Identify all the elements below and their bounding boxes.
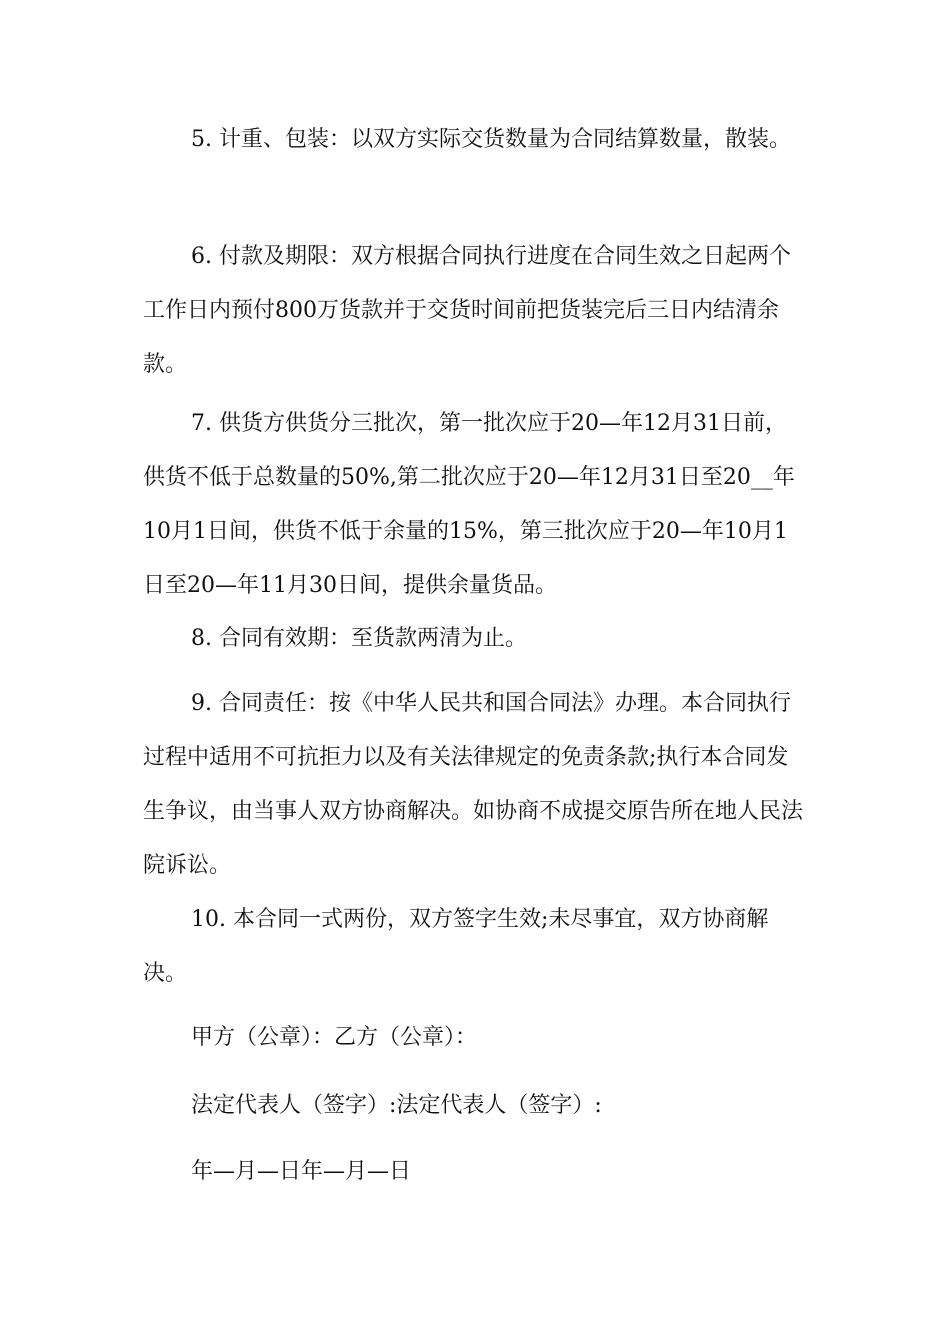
clause-7-supply-batches: 7. 供货方供货分三批次，第一批次应于20—年12月31日前，供货不低于总数量的50%,第二批次应于20—年12月31日至20__年10月1日间，供货不低于余量的15%，第三批次应于20—年10月1日至20—年11月30日间，提供余量货品。 xyxy=(143,411,795,598)
clause-9-contract-liability: 9. 合同责任：按《中华人民共和国合同法》办理。本合同执行过程中适用不可抗拒力以及有关法律规定的免责条款;执行本合同发生争议，由当事人双方协商解决。如协商不成提交原告所在地人民法院诉讼。 xyxy=(143,691,804,878)
clause-5-weighing-packaging: 5. 计重、包装：以双方实际交货数量为合同结算数量，散装。 xyxy=(191,127,791,152)
clause-8-validity-period: 8. 合同有效期：至货款两清为止。 xyxy=(191,626,527,651)
signature-dates-line: 年—月—日年—月—日 xyxy=(191,1159,412,1184)
signature-representatives-line: 法定代表人（签字）:法定代表人（签字）: xyxy=(191,1093,602,1118)
clause-6-payment-terms: 6. 付款及期限：双方根据合同执行进度在合同生效之日起两个工作日内预付800万货款并于交货时间前把货装完后三日内结清余款。 xyxy=(143,244,791,377)
clause-10-copies: 10. 本合同一式两份，双方签字生效;未尽事宜，双方协商解决。 xyxy=(143,907,769,986)
signature-parties-line: 甲方（公章）：乙方（公章）： xyxy=(191,1025,478,1050)
